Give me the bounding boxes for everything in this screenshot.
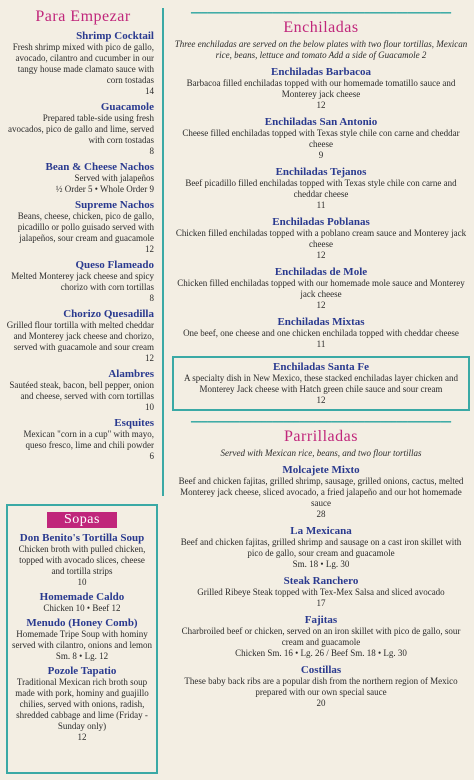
menu-item-desc: Barbacoa filled enchiladas topped with our homemade tomatillo sauce and Monterey jack cheese	[186, 78, 456, 99]
enchiladas-intro: Three enchiladas are served on the below plates with two flour tortillas, Mexican rice, beans, lettuce and tomato Add a side of Guacamole 2	[174, 39, 468, 60]
menu-item-desc: One beef, one cheese and one chicken enchilada topped with cheddar cheese	[183, 328, 459, 338]
menu-item-desc: Homemade Tripe Soup with hominy served with cilantro, onions and lemon	[12, 629, 152, 650]
menu-item-name: Enchiladas Mixtas	[277, 316, 365, 328]
menu-item	[172, 664, 470, 709]
menu-item-desc: Beef and chicken fajitas, grilled shrimp, sausage, grilled onions, cactus, melted Monterey jack cheese, sliced avocado, a fried jalapeño and our hot homemade sauce	[178, 476, 464, 508]
menu-item-name: Supreme Nachos	[75, 199, 154, 211]
parrilladas-title: Parrilladas	[284, 428, 358, 445]
enchiladas-title: Enchiladas	[283, 19, 359, 36]
menu-item-name: Menudo (Honey Comb)	[26, 617, 138, 629]
menu-item	[6, 368, 160, 413]
menu-item-desc: Chicken filled enchiladas topped with our homemade mole sauce and Monterey jack cheese	[177, 278, 465, 299]
menu-item-desc: Chicken filled enchiladas topped with a poblano cream sauce and Monterey jack cheese	[175, 228, 467, 249]
menu-item	[6, 259, 160, 304]
menu-item-desc: Grilled Ribeye Steak topped with Tex-Mex Salsa and sliced avocado	[197, 587, 445, 597]
menu-item-price: 14	[145, 86, 154, 96]
menu-item-price: 10	[145, 402, 154, 412]
menu-item-name: La Mexicana	[290, 525, 352, 537]
menu-item-desc: Grilled flour tortilla with melted cheddar and Monterey jack cheese and chorizo, served with guacamole and sour cream	[6, 320, 154, 352]
menu-item-price: 17	[316, 598, 326, 608]
menu-item	[6, 101, 160, 157]
menu-item-price: 12	[145, 244, 154, 254]
menu-item-desc: Beef and chicken fajitas, grilled shrimp and sausage on a cast iron skillet with pico de gallo, sour cream and guacamole	[180, 537, 462, 558]
parrilladas-intro: Served with Mexican rice, beans, and two flour tortillas	[220, 448, 422, 458]
menu-item-desc: Prepared table-side using fresh avocados, pico de gallo and lime, served with corn tostadas	[8, 113, 154, 145]
menu-item-price: 8	[149, 293, 154, 303]
menu-item	[172, 464, 470, 520]
menu-item-price: 12	[316, 100, 326, 110]
menu-item-price: Sm. 8 • Lg. 12	[55, 651, 109, 661]
menu-item	[172, 266, 470, 311]
menu-item-name: Enchiladas Poblanas	[272, 216, 370, 228]
sopas-section	[6, 504, 158, 774]
menu-item	[172, 525, 470, 570]
menu-item-name: Enchiladas Santa Fe	[273, 361, 369, 373]
menu-item-desc: Fresh shrimp mixed with pico de gallo, avocado, cilantro and cucumber in our tangy house made clamato sauce with corn tostadas	[12, 42, 154, 85]
menu-item-name: Alambres	[108, 368, 154, 380]
menu-item-price: 11	[316, 339, 326, 349]
menu-item-desc: Beef picadillo filled enchiladas topped with Texas style chile con carne and cheddar cheese	[185, 178, 457, 199]
menu-item	[12, 665, 152, 743]
menu-item	[12, 532, 152, 588]
right-column	[172, 8, 470, 709]
menu-item-name: Shrimp Cocktail	[76, 30, 154, 42]
menu-item-name: Chorizo Quesadilla	[63, 308, 154, 320]
sopas-title: Sopas	[47, 512, 117, 528]
menu-item	[172, 166, 470, 211]
menu-item-name: Homemade Caldo	[39, 591, 125, 603]
menu-item-price: 12	[316, 395, 326, 405]
menu-item-desc: Traditional Mexican rich broth soup made with pork, hominy and guajillo chilies, served with onions, radish, shredded cabbage and lime (Friday - Sunday only)	[15, 677, 149, 731]
menu-item-desc: Chicken broth with pulled chicken, topped with avocado slices, cheese and tortilla strips	[18, 544, 146, 576]
menu-item-name: Bean & Cheese Nachos	[45, 161, 154, 173]
menu-item-desc: Melted Monterey jack cheese and spicy chorizo with corn tortillas	[11, 271, 154, 292]
menu-item	[172, 575, 470, 609]
menu-item-price: 8	[149, 146, 154, 156]
menu-item	[172, 316, 470, 350]
menu-item	[172, 614, 470, 659]
enchiladas-divider-top: ━━━━━━━━━━━━━━━━━━━━━━━━━━━━━━━━━━━━━━━━━━━━━━━━	[190, 8, 452, 18]
menu-item-price: 20	[316, 698, 326, 708]
menu-item-name: Esquites	[114, 417, 154, 429]
menu-item	[172, 216, 470, 261]
menu-item	[12, 591, 152, 614]
para-empezar-title: Para Empezar	[35, 8, 131, 25]
menu-item-price: 28	[316, 509, 326, 519]
menu-item	[6, 417, 160, 462]
menu-item-name: Fajitas	[304, 614, 338, 626]
menu-item	[12, 617, 152, 662]
menu-item-desc: Cheese filled enchiladas topped with Texas style chile con carne and cheddar cheese	[182, 128, 460, 149]
menu-item-desc: These baby back ribs are a popular dish from the northern region of Mexico prepared with our own special sauce	[184, 676, 458, 697]
menu-item-price: 11	[316, 200, 326, 210]
menu-item-price: 9	[318, 150, 324, 160]
menu-item-price: Chicken 10 • Beef 12	[43, 603, 121, 613]
enchiladas-santa-fe-box	[172, 356, 470, 411]
menu-item-name: Enchiladas de Mole	[274, 266, 368, 278]
menu-item-name: Costillas	[300, 664, 342, 676]
menu-item-desc: Mexican "corn in a cup" with mayo, queso fresco, lime and chili powder	[23, 429, 154, 450]
menu-item-price: ½ Order 5 • Whole Order 9	[55, 184, 154, 194]
menu-item-desc: Charbroiled beef or chicken, served on an iron skillet with pico de gallo, sour cream and guacamole	[181, 626, 461, 647]
menu-item-name: Enchiladas Tejanos	[275, 166, 367, 178]
menu-item-price: 12	[316, 300, 326, 310]
menu-item	[6, 308, 160, 364]
menu-item	[172, 66, 470, 111]
menu-item-name: Enchiladas Barbacoa	[271, 66, 371, 78]
menu-item	[6, 30, 160, 97]
menu-item-price: Sm. 18 • Lg. 30	[292, 559, 350, 569]
menu-item-desc: Served with jalapeños	[74, 173, 154, 183]
menu-item-desc: Beans, cheese, chicken, pico de gallo, picadillo or pollo guisado served with jalapeños, sour cream and guacamole	[17, 211, 154, 243]
para-empezar-section	[6, 8, 160, 462]
menu-item-price: 6	[149, 451, 154, 461]
menu-item-name: Steak Ranchero	[283, 575, 359, 587]
menu-item-name: Guacamole	[100, 101, 154, 113]
menu-item-desc: Sautéed steak, bacon, bell pepper, onion and cheese, served with corn tortillas	[9, 380, 154, 401]
menu-item-desc: A specialty dish in New Mexico, these stacked enchiladas layer chicken and Monterey Jack cheese with Hatch green chile sauce and sour cream	[184, 373, 458, 394]
menu-item-name: Don Benito's Tortilla Soup	[19, 532, 145, 544]
menu-item-name: Enchiladas San Antonio	[264, 116, 378, 128]
menu-item	[6, 161, 160, 195]
menu-item	[6, 199, 160, 255]
menu-item-name: Pozole Tapatio	[47, 665, 117, 677]
menu-item-price: 10	[77, 577, 87, 587]
menu-item-name: Molcajete Mixto	[282, 464, 360, 476]
menu-item-price: 12	[77, 732, 87, 742]
parrilladas-divider-top: ━━━━━━━━━━━━━━━━━━━━━━━━━━━━━━━━━━━━━━━━━━━━━━━━	[190, 417, 452, 427]
menu-item-price: Chicken Sm. 16 • Lg. 26 / Beef Sm. 18 • Lg. 30	[235, 648, 407, 658]
menu-item	[172, 116, 470, 161]
menu-item-price: 12	[316, 250, 326, 260]
menu-item-name: Queso Flameado	[75, 259, 154, 271]
menu-item-price: 12	[145, 353, 154, 363]
